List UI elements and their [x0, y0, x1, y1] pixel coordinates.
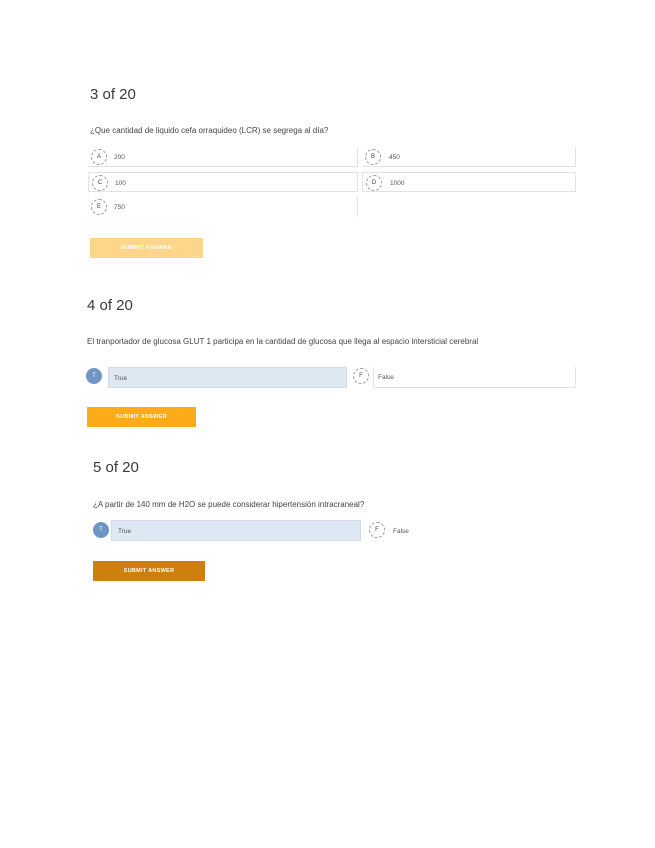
question-number: 3 of 20	[90, 86, 136, 103]
option-letter-badge: A	[91, 149, 107, 165]
option-letter-badge: F	[353, 368, 369, 384]
option-a[interactable]	[88, 147, 358, 167]
option-letter-badge: D	[366, 175, 382, 191]
option-e[interactable]	[88, 197, 358, 217]
option-label: 200	[114, 154, 125, 161]
submit-answer-button[interactable]: SUBMIT ANSWER	[87, 407, 196, 427]
option-label: 100	[115, 180, 126, 187]
option-field[interactable]	[373, 367, 576, 388]
question-text: El tranportador de glucosa GLUT 1 participa en la cantidad de glucosa que llega al espacio intersticial cerebral	[87, 337, 479, 346]
submit-answer-button[interactable]: SUBMIT ANSWER	[93, 561, 205, 581]
option-letter-badge: C	[92, 175, 108, 191]
option-label: 750	[114, 204, 125, 211]
option-letter-badge: T	[93, 522, 109, 538]
option-field[interactable]	[108, 367, 347, 388]
option-letter-badge: T	[86, 368, 102, 384]
option-label: True	[114, 375, 128, 382]
option-b[interactable]	[362, 147, 576, 167]
option-d[interactable]	[362, 172, 576, 192]
option-c[interactable]	[88, 172, 358, 192]
option-label: 450	[389, 154, 400, 161]
question-text: ¿A partir de 140 mm de H2O se puede considerar hipertensión intracraneal?	[93, 500, 365, 509]
option-label: True	[118, 528, 132, 535]
option-letter-badge: F	[369, 522, 385, 538]
question-text: ¿Que cantidad de liquido cefa orraquideo (LCR) se segrega al día?	[90, 126, 329, 135]
option-letter-badge: B	[365, 149, 381, 165]
option-label: False	[378, 374, 394, 381]
question-number: 5 of 20	[93, 459, 139, 476]
option-label: False	[393, 528, 409, 535]
option-field[interactable]	[111, 520, 361, 541]
option-letter-badge: E	[91, 199, 107, 215]
option-label: 1000	[390, 180, 405, 187]
question-number: 4 of 20	[87, 297, 133, 314]
submit-answer-button[interactable]: SUBMIT ANSWER	[90, 238, 203, 258]
